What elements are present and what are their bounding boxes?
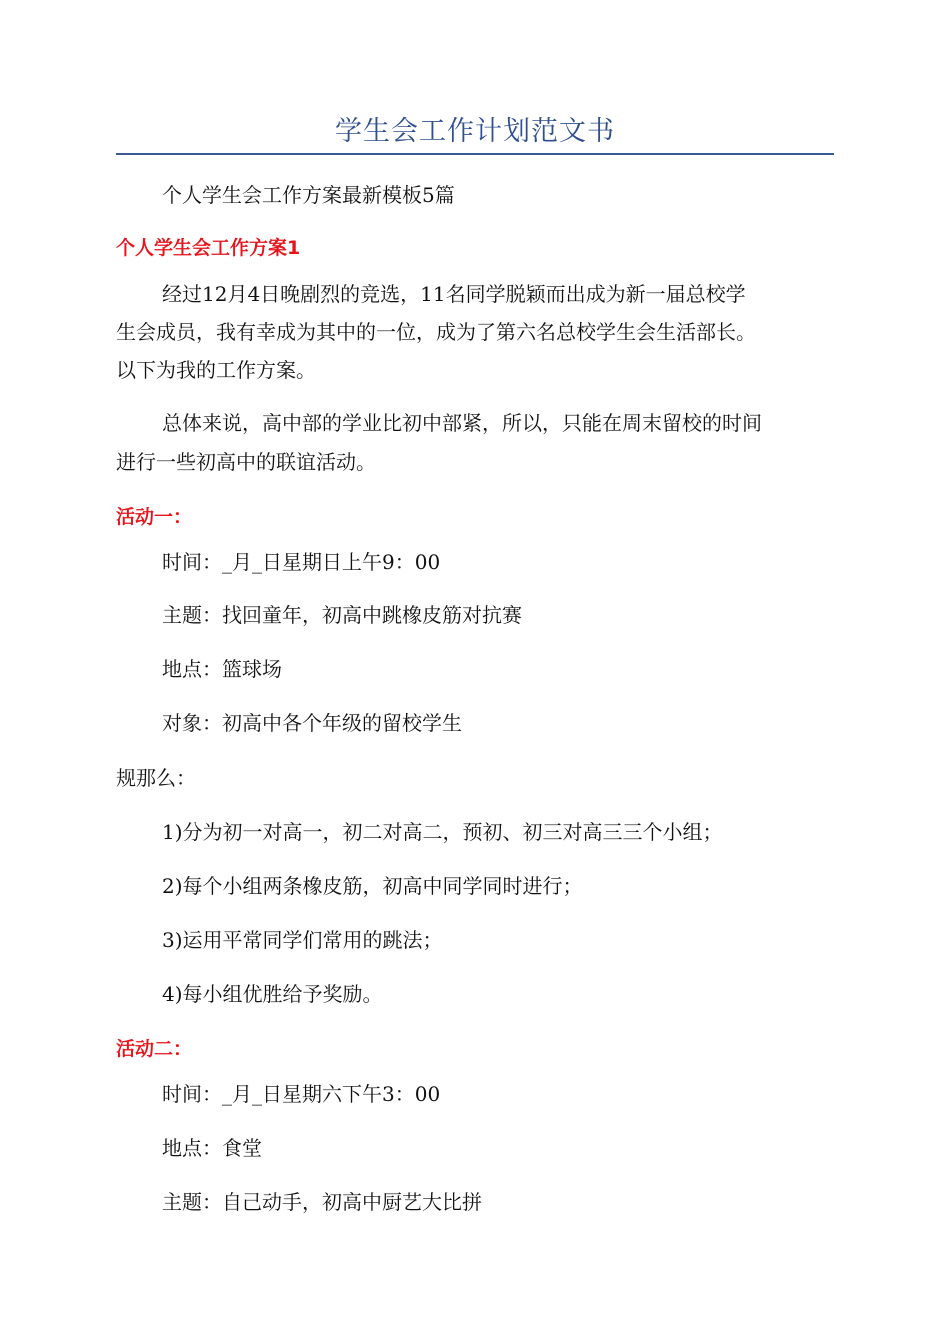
- activity-1-theme: 主题：找回童年，初高中跳橡皮筋对抗赛: [162, 603, 522, 627]
- activity-1-time: 时间：_月_日星期日上午9：00: [162, 550, 441, 574]
- intro-paragraph-1-line-2: 生会成员，我有幸成为其中的一位，成为了第六名总校学生会生活部长。: [116, 320, 756, 344]
- activity-1-rule-item: 4)每小组优胜给予奖励。: [162, 982, 383, 1006]
- document-title: 学生会工作计划范文书: [335, 116, 615, 147]
- activity-1-heading: 活动一：: [116, 506, 193, 528]
- activity-1-rules-label: 规那么：: [116, 766, 196, 790]
- section-heading: 个人学生会工作方案1: [116, 237, 301, 259]
- intro-paragraph-2-line-2: 进行一些初高中的联谊活动。: [116, 450, 376, 474]
- title-underline: [116, 153, 834, 155]
- activity-1-place: 地点：篮球场: [162, 657, 282, 681]
- intro-paragraph-1-line-1: 经过12月4日晚剧烈的竞选，11名同学脱颖而出成为新一届总校学: [162, 282, 746, 306]
- document-subtitle: 个人学生会工作方案最新模板5篇: [162, 183, 455, 207]
- activity-1-rule-item: 1)分为初一对高一，初二对高二，预初、初三对高三三个小组；: [162, 820, 723, 844]
- activity-2-heading: 活动二：: [116, 1038, 193, 1060]
- activity-2-time: 时间：_月_日星期六下午3：00: [162, 1082, 441, 1106]
- activity-1-rule-item: 3)运用平常同学们常用的跳法；: [162, 928, 443, 952]
- activity-1-rule-item: 2)每个小组两条橡皮筋，初高中同学同时进行；: [162, 874, 583, 898]
- intro-paragraph-2-line-1: 总体来说，高中部的学业比初中部紧，所以，只能在周末留校的时间: [162, 411, 762, 435]
- activity-1-target: 对象：初高中各个年级的留校学生: [162, 711, 462, 735]
- intro-paragraph-1-line-3: 以下为我的工作方案。: [116, 358, 316, 382]
- activity-2-theme: 主题：自己动手，初高中厨艺大比拼: [162, 1190, 482, 1214]
- activity-2-place: 地点：食堂: [162, 1136, 262, 1160]
